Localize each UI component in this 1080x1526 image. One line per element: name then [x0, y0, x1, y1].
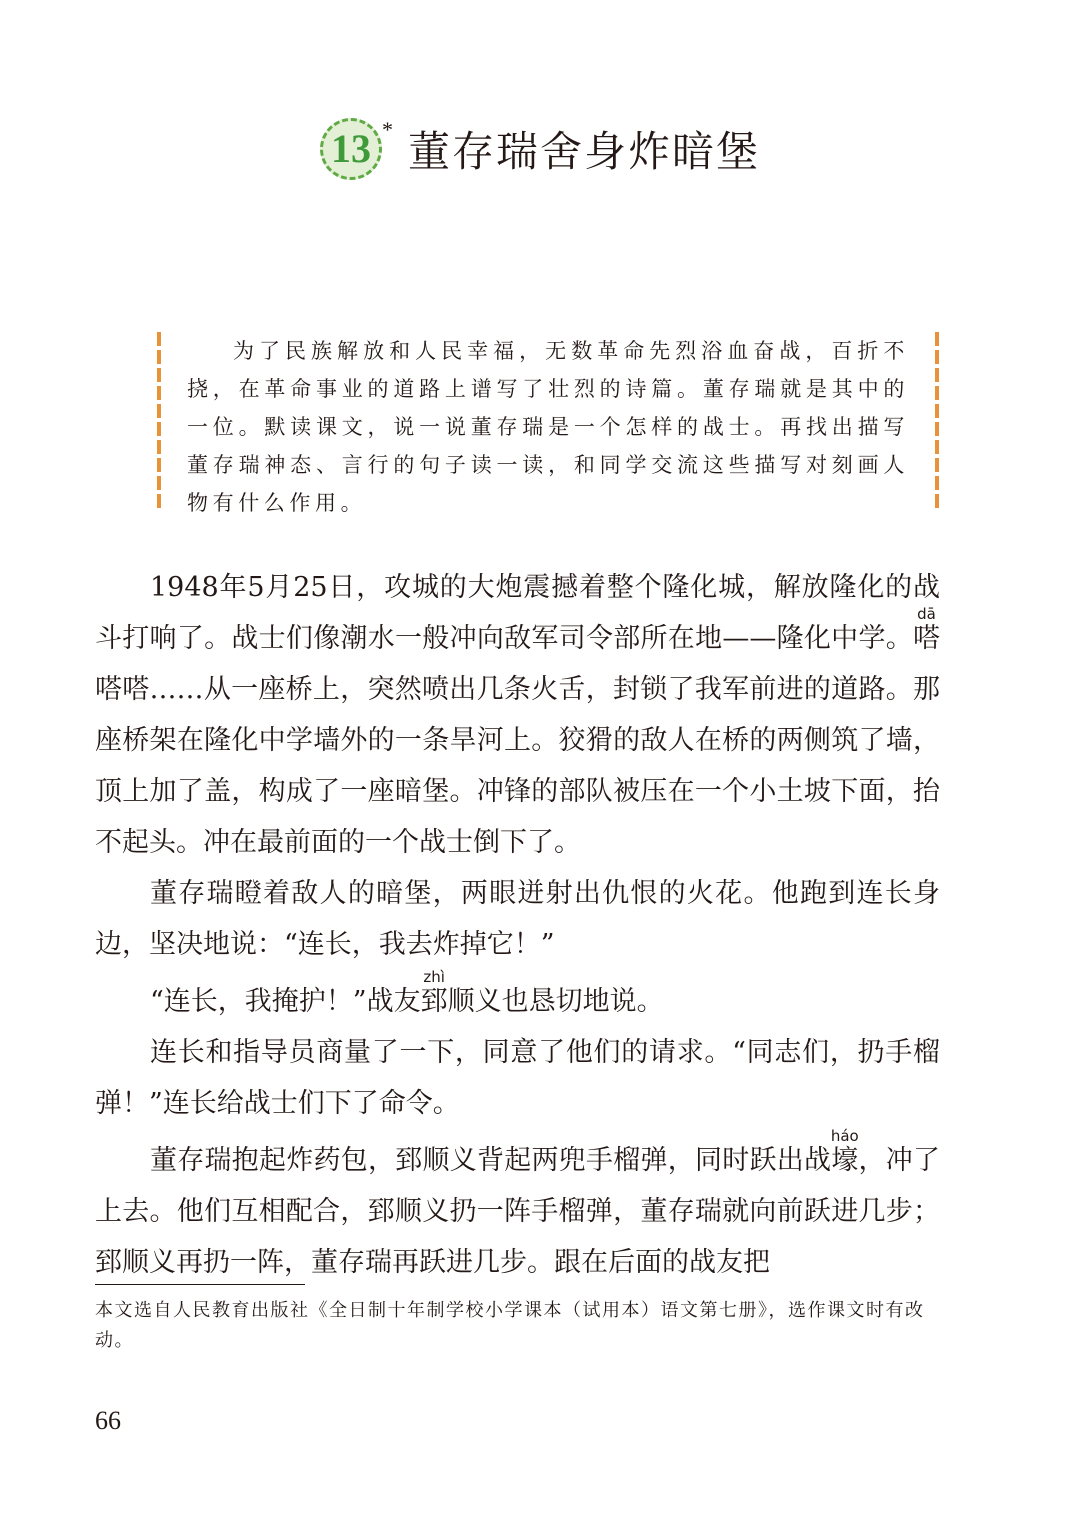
- annotated-char: 嗒: [913, 623, 940, 654]
- annotated-char: 壕: [830, 1145, 859, 1176]
- lesson-body: [95, 562, 940, 1288]
- paragraph-3-text-b: 顺义也恳切地说。: [447, 986, 664, 1017]
- pinyin: dā: [913, 605, 940, 623]
- prompt-right-bar: [935, 332, 939, 508]
- paragraph-5: [95, 1129, 940, 1288]
- pinyin-annotation-zhi: [420, 968, 448, 1017]
- annotated-char: 郅: [420, 986, 448, 1017]
- pinyin-annotation-hao: [830, 1127, 859, 1176]
- paragraph-3-text-a: “连长，我掩护！”战友: [150, 986, 421, 1017]
- paragraph-4: 连长和指导员商量了一下，同意了他们的请求。“同志们，扔手榴弹！”连长给战士们下了命令。: [95, 1037, 940, 1119]
- paragraph-3: [95, 970, 940, 1027]
- lesson-header: [0, 118, 1080, 180]
- footnote-divider: [95, 1284, 305, 1285]
- paragraph-1-text-a: 1948年5月25日，攻城的大炮震撼着整个隆化城，解放隆化的战斗打响了。战士们像潮水一般冲向敌军司令部所在地——隆化中学。: [95, 572, 940, 654]
- paragraph-5-text-b: ，冲了上去。他们互相配合，郅顺义扔一阵手榴弹，董存瑞就向前跃进几步；郅顺义再扔一阵，董存瑞再跃进几步。跟在后面的战友把: [95, 1145, 940, 1278]
- footnote: 本文选自人民教育出版社《全日制十年制学校小学课本（试用本）语文第七册》，选作课文时有改动。: [95, 1300, 925, 1351]
- pinyin: zhì: [420, 968, 448, 986]
- pinyin-annotation-da: [913, 605, 940, 654]
- paragraph-5-text-a: 董存瑞抱起炸药包，郅顺义背起两兜手榴弹，同时跃出战: [150, 1145, 832, 1176]
- lesson-number-badge: [320, 117, 393, 180]
- lesson-title: 董存瑞舍身炸暗堡: [407, 127, 760, 176]
- prompt-left-bar: [157, 332, 161, 508]
- page-number: 66: [95, 1406, 121, 1435]
- pinyin: háo: [830, 1127, 859, 1145]
- reading-prompt-box: [157, 332, 939, 515]
- lesson-number: 13: [330, 126, 371, 171]
- paragraph-2: 董存瑞瞪着敌人的暗堡，两眼迸射出仇恨的火花。他跑到连长身边，坚决地说：“连长，我去炸掉它！”: [95, 878, 940, 960]
- paragraph-1: [95, 562, 940, 868]
- self-study-marker: *: [381, 117, 393, 142]
- reading-prompt-text: 为了民族解放和人民幸福，无数革命先烈浴血奋战，百折不挠，在革命事业的道路上谱写了壮烈的诗篇。董存瑞就是其中的一位。默读课文，说一说董存瑞是一个怎样的战士。再找出描写董存瑞神态、言行的句子读一读，和同学交流这些描写对刻画人物有什么作用。: [187, 339, 909, 515]
- paragraph-1-text-b: 嗒嗒……从一座桥上，突然喷出几条火舌，封锁了我军前进的道路。那座桥架在隆化中学墙外的一条旱河上。狡猾的敌人在桥的两侧筑了墙，顶上加了盖，构成了一座暗堡。冲锋的部队被压在一个小土坡下面，抬不起头。冲在最前面的一个战士倒下了。: [95, 674, 940, 858]
